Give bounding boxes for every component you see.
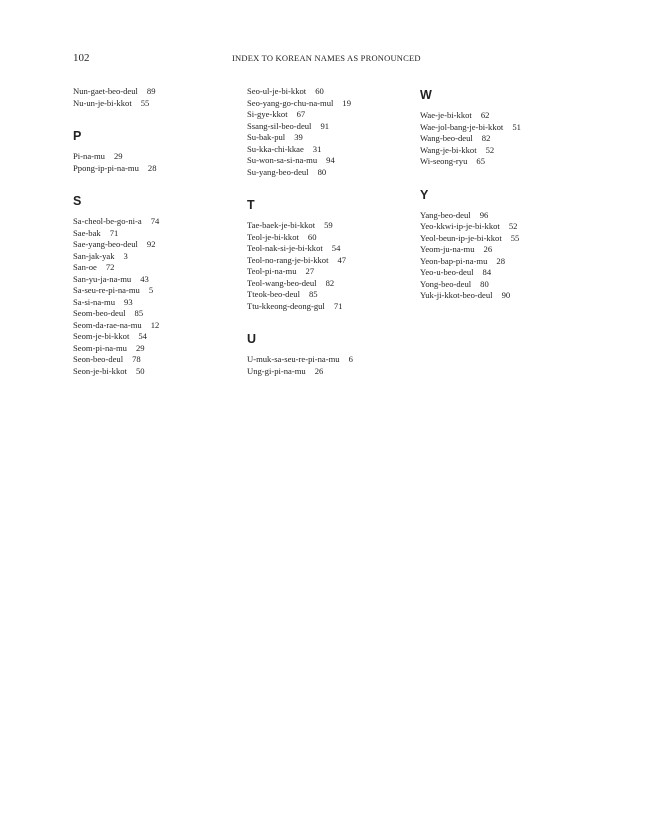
index-entry xyxy=(73,308,243,320)
index-entry xyxy=(73,151,243,163)
index-entry xyxy=(247,86,417,98)
entry-page-number: 54 xyxy=(331,243,341,253)
entry-name: Seo-ul-je-bi-kkot xyxy=(247,86,307,96)
entry-name: Wae-je-bi-kkot xyxy=(420,110,472,120)
index-entry xyxy=(420,267,590,279)
index-entry xyxy=(420,122,590,134)
entry-name: Yeo-kkwi-ip-je-bi-kkot xyxy=(420,221,500,231)
index-entry xyxy=(73,262,243,274)
index-entry xyxy=(420,279,590,291)
entry-name: Sa-cheol-be-go-ni-a xyxy=(73,216,142,226)
index-entry xyxy=(73,343,243,355)
entry-page-number: 5 xyxy=(148,285,154,295)
index-entry xyxy=(247,266,417,278)
index-section xyxy=(247,330,417,377)
index-entry xyxy=(247,167,417,179)
entry-name: San-yu-ja-na-mu xyxy=(73,273,132,284)
entry-name: Teol-nak-si-je-bi-kkot xyxy=(247,243,323,253)
entry-page-number: 3 xyxy=(123,250,128,261)
entry-name: Su-bak-pul xyxy=(247,132,286,142)
entry-name: Su-yang-beo-deul xyxy=(247,166,309,177)
entry-name: Sa-si-na-mu xyxy=(73,296,116,307)
entry-name: Wi-seong-ryu xyxy=(420,156,468,166)
index-entry xyxy=(420,156,590,168)
index-section xyxy=(247,196,417,312)
index-entry xyxy=(73,163,243,175)
index-column-1 xyxy=(73,86,243,377)
entry-page-number: 94 xyxy=(326,155,335,165)
index-entry xyxy=(247,278,417,290)
page-number: 102 xyxy=(73,52,90,64)
entry-name: Seom-je-bi-kkot xyxy=(73,331,130,341)
entry-name: Seom-da-rae-na-mu xyxy=(73,319,142,330)
index-entry xyxy=(247,144,417,156)
entry-name: San-oe xyxy=(73,262,97,272)
index-entry xyxy=(73,274,243,286)
index-entry xyxy=(73,320,243,332)
entry-page-number: 71 xyxy=(109,227,119,238)
index-entry xyxy=(247,98,417,110)
index-section xyxy=(420,86,590,168)
entry-page-number: 60 xyxy=(315,86,324,96)
entry-name: Si-gye-kkot xyxy=(247,109,288,119)
index-entry xyxy=(420,210,590,222)
entry-name: Yang-beo-deul xyxy=(420,209,471,220)
entry-name: Su-won-sa-si-na-mu xyxy=(247,155,318,165)
entry-name: Wang-je-bi-kkot xyxy=(420,144,477,155)
index-column-3 xyxy=(420,86,590,302)
entry-name: Teol-je-bi-kkot xyxy=(247,231,299,242)
entry-page-number: 85 xyxy=(308,289,318,299)
index-entry xyxy=(247,121,417,133)
entry-page-number: 50 xyxy=(135,365,145,376)
entry-page-number: 82 xyxy=(481,133,491,143)
entry-name: Nun-gaet-beo-deul xyxy=(73,86,138,96)
index-entry xyxy=(73,331,243,343)
index-entry xyxy=(73,251,243,263)
entry-page-number: 26 xyxy=(314,365,324,376)
entry-name: Yeon-bap-pi-na-mu xyxy=(420,255,488,266)
entry-page-number: 54 xyxy=(138,331,147,341)
entry-page-number: 52 xyxy=(508,221,518,231)
entry-page-number: 29 xyxy=(113,151,123,161)
entry-name: Yeo-u-beo-deul xyxy=(420,267,474,277)
entry-name: Tae-baek-je-bi-kkot xyxy=(247,220,316,230)
section-letter: Y xyxy=(420,187,429,202)
index-entry xyxy=(73,239,243,251)
entry-name: Wang-beo-deul xyxy=(420,133,473,143)
index-section xyxy=(420,186,590,302)
index-entry xyxy=(73,228,243,240)
index-section xyxy=(247,86,417,178)
entry-page-number: 65 xyxy=(476,156,485,166)
entry-page-number: 92 xyxy=(146,239,156,249)
entry-name: Ttu-kkeong-deong-gul xyxy=(247,300,325,311)
entry-name: Teol-pi-na-mu xyxy=(247,266,297,276)
index-entry xyxy=(247,301,417,313)
index-entry xyxy=(73,98,243,110)
entry-page-number: 96 xyxy=(479,209,489,220)
entry-page-number: 90 xyxy=(501,290,511,300)
entry-page-number: 60 xyxy=(307,231,317,242)
entry-name: Teol-no-rang-je-bi-kkot xyxy=(247,254,329,265)
entry-page-number: 62 xyxy=(480,110,490,120)
entry-page-number: 43 xyxy=(140,273,149,284)
index-entry xyxy=(420,244,590,256)
entry-page-number: 55 xyxy=(140,97,150,108)
index-entry xyxy=(247,366,417,378)
entry-page-number: 80 xyxy=(480,278,489,289)
entry-name: Seon-beo-deul xyxy=(73,354,124,364)
index-entry xyxy=(247,243,417,255)
entry-name: Seo-yang-go-chu-na-mul xyxy=(247,97,334,108)
index-entry xyxy=(73,86,243,98)
entry-page-number: 27 xyxy=(305,266,315,276)
entry-page-number: 29 xyxy=(135,342,145,353)
index-entry xyxy=(247,132,417,144)
entry-name: Yeol-beun-ip-je-bi-kkot xyxy=(420,232,502,243)
entry-page-number: 85 xyxy=(134,308,144,318)
entry-page-number: 19 xyxy=(342,97,351,108)
index-entry xyxy=(420,290,590,302)
entry-name: Seom-beo-deul xyxy=(73,308,126,318)
entry-page-number: 80 xyxy=(317,166,327,177)
entry-name: Pi-na-mu xyxy=(73,151,105,161)
section-letter: W xyxy=(420,88,432,102)
entry-page-number: 72 xyxy=(105,262,115,272)
entry-name: Yuk-ji-kkot-beo-deul xyxy=(420,290,493,300)
entry-page-number: 26 xyxy=(483,244,493,254)
entry-name: Teol-wang-beo-deul xyxy=(247,277,317,288)
index-entry xyxy=(247,255,417,267)
entry-name: Yong-beo-deul xyxy=(420,278,472,289)
index-column-2 xyxy=(247,86,417,377)
index-section xyxy=(73,127,243,174)
index-entry xyxy=(420,221,590,233)
entry-name: Nu-un-je-bi-kkot xyxy=(73,97,132,108)
entry-page-number: 74 xyxy=(150,216,160,226)
index-entry xyxy=(73,354,243,366)
entry-page-number: 39 xyxy=(294,132,303,142)
index-entry xyxy=(73,216,243,228)
entry-name: San-jak-yak xyxy=(73,250,115,261)
entry-page-number: 82 xyxy=(325,277,335,288)
section-letter: U xyxy=(247,332,257,346)
entry-name: Yeom-ju-na-mu xyxy=(420,244,475,254)
entry-name: Ung-gi-pi-na-mu xyxy=(247,365,306,376)
entry-name: Tteok-beo-deul xyxy=(247,289,300,299)
entry-page-number: 89 xyxy=(146,86,156,96)
entry-name: Wae-jol-bang-je-bi-kkot xyxy=(420,121,504,132)
entry-name: Ppong-ip-pi-na-mu xyxy=(73,162,139,173)
running-head: INDEX TO KOREAN NAMES AS PRONOUNCED xyxy=(232,53,421,63)
entry-page-number: 71 xyxy=(333,300,343,311)
index-entry xyxy=(247,109,417,121)
index-entry xyxy=(73,366,243,378)
entry-name: Seon-je-bi-kkot xyxy=(73,365,127,376)
entry-name: Ssang-sil-beo-deul xyxy=(247,120,312,131)
entry-page-number: 52 xyxy=(485,144,495,155)
entry-page-number: 6 xyxy=(348,354,353,364)
entry-name: Su-kka-chi-kkae xyxy=(247,143,304,154)
index-entry xyxy=(73,285,243,297)
index-entry xyxy=(420,256,590,268)
entry-page-number: 78 xyxy=(132,354,141,364)
entry-name: Sae-bak xyxy=(73,227,101,238)
index-entry xyxy=(420,233,590,245)
index-entry xyxy=(247,232,417,244)
index-entry xyxy=(247,354,417,366)
entry-name: Seom-pi-na-mu xyxy=(73,342,127,353)
entry-page-number: 93 xyxy=(124,296,133,307)
entry-name: Sae-yang-beo-deul xyxy=(73,239,138,249)
entry-page-number: 47 xyxy=(337,254,347,265)
entry-name: Sa-seu-re-pi-na-mu xyxy=(73,285,140,295)
section-letter: S xyxy=(73,194,82,208)
index-section xyxy=(73,86,243,109)
index-entry xyxy=(247,220,417,232)
entry-page-number: 91 xyxy=(320,120,330,131)
index-entry xyxy=(73,297,243,309)
entry-page-number: 31 xyxy=(312,143,322,154)
entry-page-number: 59 xyxy=(324,220,333,230)
entry-page-number: 28 xyxy=(147,162,157,173)
index-entry xyxy=(420,133,590,145)
section-letter: T xyxy=(247,198,255,212)
index-entry xyxy=(247,155,417,167)
entry-page-number: 12 xyxy=(150,319,160,330)
entry-name: U-muk-sa-seu-re-pi-na-mu xyxy=(247,354,340,364)
entry-page-number: 84 xyxy=(482,267,492,277)
index-section xyxy=(73,192,243,377)
entry-page-number: 67 xyxy=(296,109,306,119)
index-entry xyxy=(420,110,590,122)
index-entry xyxy=(420,145,590,157)
entry-page-number: 51 xyxy=(512,121,521,132)
entry-page-number: 28 xyxy=(496,255,505,266)
index-entry xyxy=(247,289,417,301)
entry-page-number: 55 xyxy=(510,232,520,243)
section-letter: P xyxy=(73,129,82,143)
